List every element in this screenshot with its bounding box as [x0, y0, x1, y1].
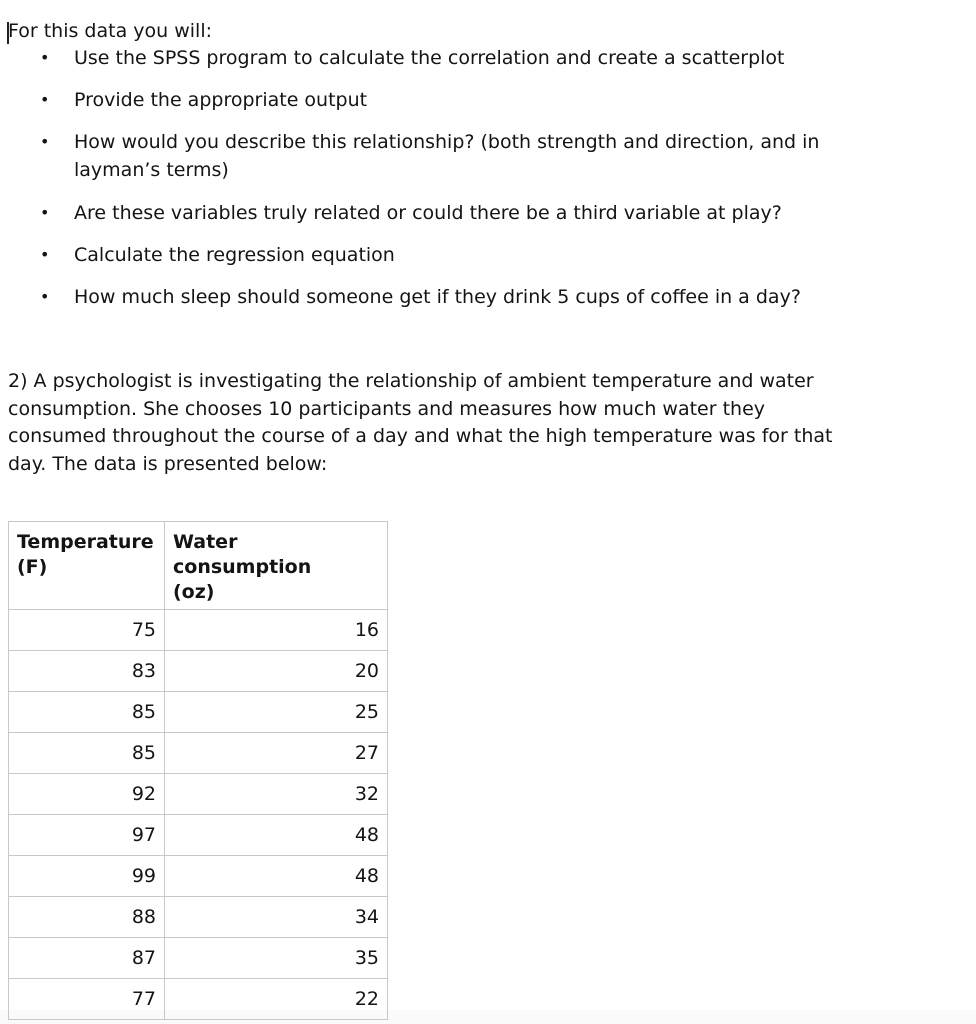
- problem-line: consumed throughout the course of a day and what the high temperature was for that: [8, 425, 833, 447]
- task-text: Use the SPSS program to calculate the correlation and create a scatterplot: [74, 47, 785, 69]
- table-row: [9, 897, 388, 938]
- cell-temperature: 97: [9, 815, 165, 856]
- cell-temperature: 92: [9, 774, 165, 815]
- table-row: [9, 610, 388, 651]
- table-row: [9, 651, 388, 692]
- header-label: Water consumption: [173, 531, 312, 578]
- problem-line: consumption. She chooses 10 participants and measures how much water they: [8, 397, 766, 420]
- task-item: [0, 283, 819, 311]
- cell-water: 32: [165, 774, 388, 815]
- cell-temperature: 85: [9, 733, 165, 774]
- bullet-icon: •: [40, 48, 50, 67]
- header-unit: (oz): [173, 581, 215, 603]
- bullet-icon: •: [40, 287, 50, 306]
- cell-water: 20: [165, 651, 388, 692]
- task-text: How would you describe this relationship? (both strength and direction, and in: [74, 131, 820, 153]
- cell-temperature: 87: [9, 938, 165, 979]
- bullet-icon: •: [40, 203, 50, 222]
- intro-heading: For this data you will:: [8, 20, 212, 42]
- cell-temperature: 83: [9, 651, 165, 692]
- cell-temperature: 77: [9, 979, 165, 1020]
- task-item: [0, 241, 819, 269]
- header-label: Temperature: [17, 531, 154, 553]
- table-header-row: [9, 522, 388, 610]
- task-item: [0, 44, 819, 72]
- task-list: [0, 44, 819, 311]
- task-text-continued: layman’s terms): [74, 159, 229, 181]
- bullet-icon: •: [40, 245, 50, 264]
- table-row: [9, 733, 388, 774]
- table-row: [9, 692, 388, 733]
- header-water-consumption: [165, 522, 388, 610]
- bullet-icon: •: [40, 90, 50, 109]
- bullet-icon: •: [40, 132, 50, 151]
- table-row: [9, 815, 388, 856]
- task-text: Provide the appropriate output: [74, 89, 368, 111]
- cell-water: 34: [165, 897, 388, 938]
- cell-water: 27: [165, 733, 388, 774]
- problem-line: 2) A psychologist is investigating the relationship of ambient temperature and water: [8, 370, 814, 392]
- task-item: [0, 86, 819, 114]
- problem-line: day. The data is presented below:: [8, 452, 328, 475]
- table-row: [9, 979, 388, 1020]
- table-row: [9, 774, 388, 815]
- table-row: [9, 938, 388, 979]
- cell-temperature: 88: [9, 897, 165, 938]
- cell-water: 16: [165, 610, 388, 651]
- task-item: [0, 199, 819, 227]
- table-row: [9, 856, 388, 897]
- cell-water: 25: [165, 692, 388, 733]
- header-temperature: [9, 522, 165, 610]
- cell-temperature: 99: [9, 856, 165, 897]
- problem-2-paragraph: [8, 368, 908, 478]
- header-unit: (F): [17, 556, 48, 578]
- task-text: How much sleep should someone get if they drink 5 cups of coffee in a day?: [74, 286, 801, 308]
- task-text: Calculate the regression equation: [74, 244, 395, 266]
- cell-temperature: 75: [9, 610, 165, 651]
- cell-water: 35: [165, 938, 388, 979]
- task-item: [0, 128, 819, 184]
- cell-water: 48: [165, 856, 388, 897]
- cell-water: 48: [165, 815, 388, 856]
- task-text: Are these variables truly related or could there be a third variable at play?: [74, 202, 782, 224]
- cell-water: 22: [165, 979, 388, 1020]
- data-table: [8, 521, 388, 1020]
- cell-temperature: 85: [9, 692, 165, 733]
